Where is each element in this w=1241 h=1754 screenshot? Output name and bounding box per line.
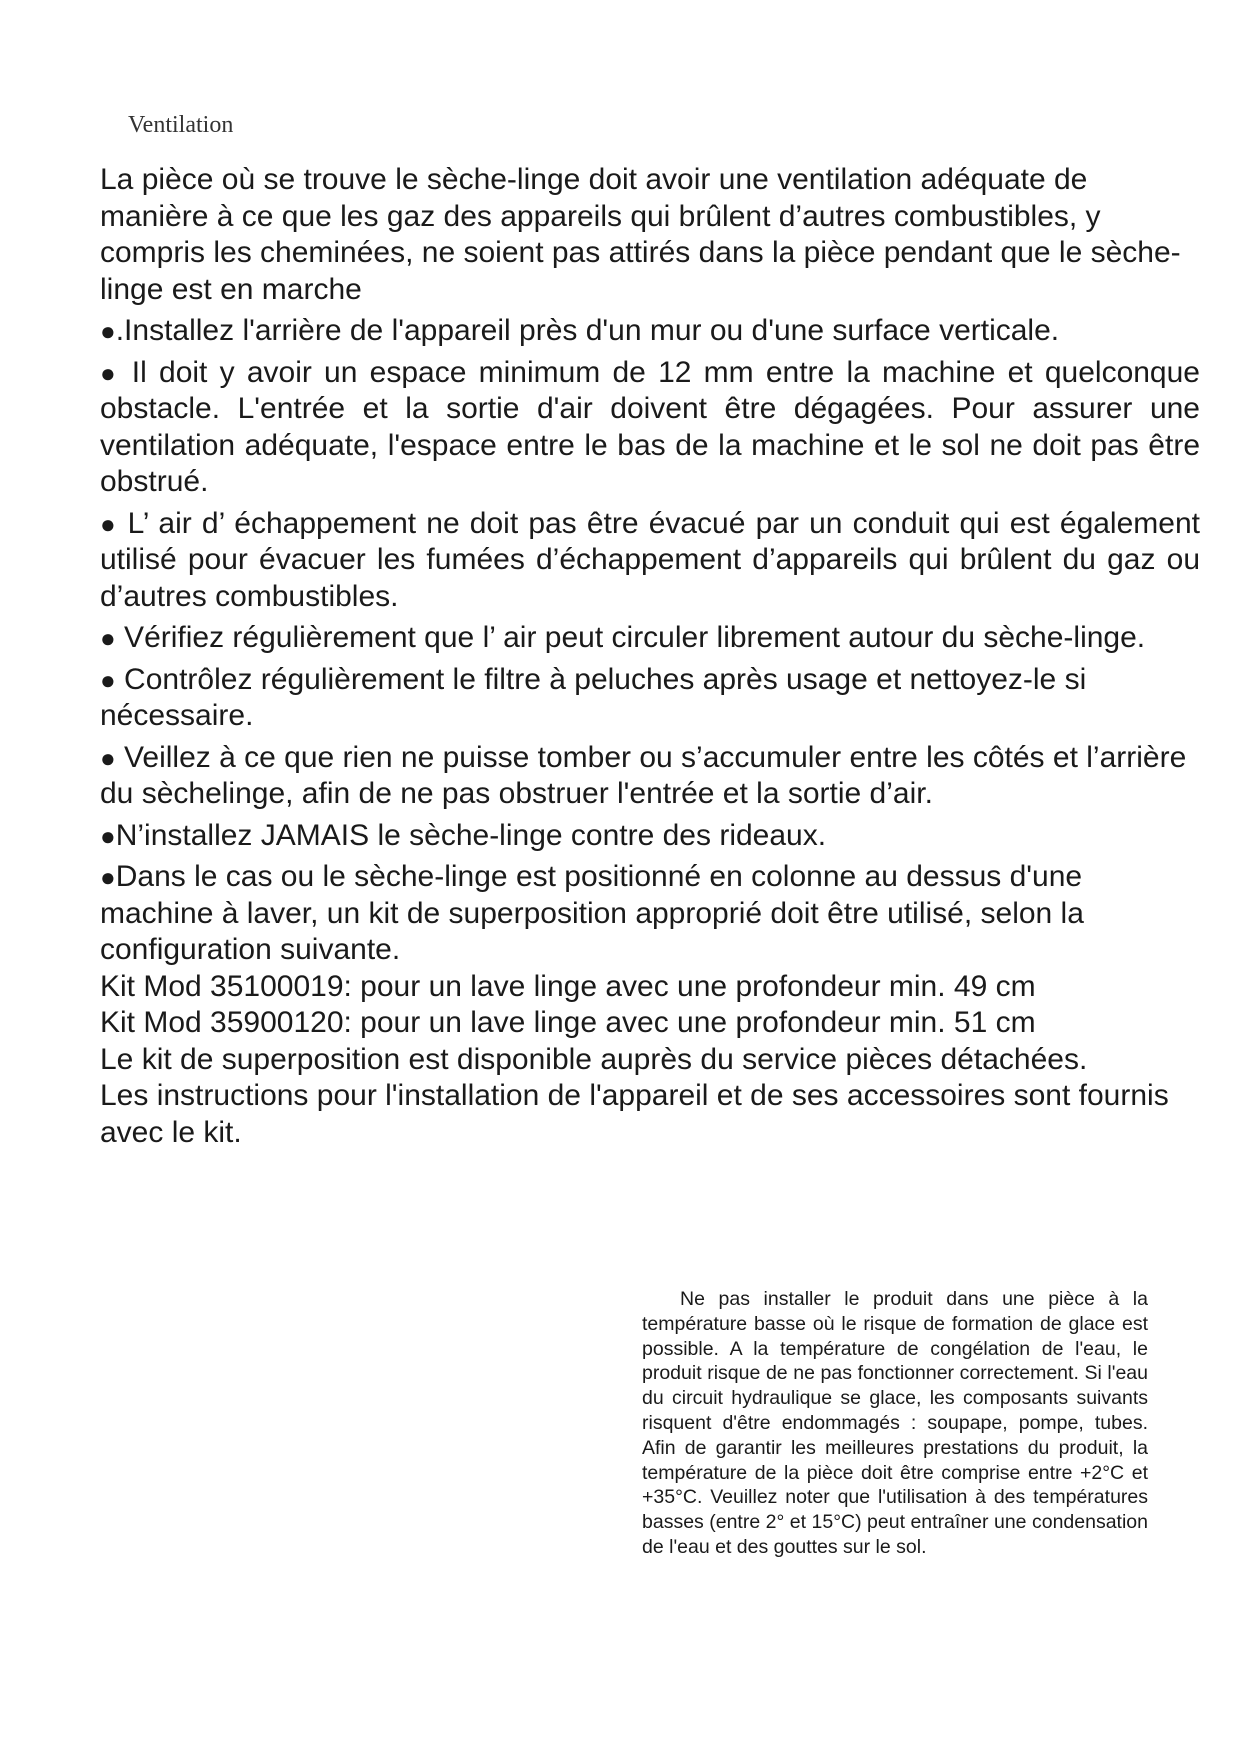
ventilation-body bbox=[100, 162, 1200, 1151]
section-title: Ventilation bbox=[128, 112, 234, 138]
bullet-icon: ● bbox=[100, 862, 116, 892]
bullet-text: .Installez l'arrière de l'appareil près d'un mur ou d'une surface verticale. bbox=[115, 314, 1060, 347]
bullet-icon: ● bbox=[100, 623, 116, 653]
bullet-text: Dans le cas ou le sèche-linge est positionné en colonne au dessus d'une machine à laver, un kit de superposition approprié doit être utilisé, selon la configuration suivante. bbox=[100, 860, 1084, 966]
bullet-icon: ● bbox=[100, 742, 116, 773]
bullet-item bbox=[100, 818, 1200, 855]
kit-instructions: Les instructions pour l'installation de l'appareil et de ses accessoires sont fournis avec le kit. bbox=[100, 1079, 1169, 1149]
bullet-icon: ● bbox=[100, 664, 116, 695]
bullet-item bbox=[100, 506, 1200, 616]
bullet-text: Vérifiez régulièrement que l’ air peut circuler librement autour du sèche-linge. bbox=[115, 621, 1146, 654]
bullet-item bbox=[100, 355, 1200, 501]
bullet-icon: ● bbox=[100, 820, 116, 851]
bullet-item bbox=[100, 740, 1200, 813]
bullet-icon: ● bbox=[100, 316, 116, 346]
bullet-text: Veillez à ce que rien ne puisse tomber ou s’accumuler entre les côtés et l’arrière du sèchelinge, afin de ne pas obstruer l'entrée et la sortie d’air. bbox=[100, 740, 1187, 810]
bullet-text: L’ air d’ échappement ne doit pas être évacué par un conduit qui est également utilisé pour évacuer les fumées d’échappement d’appareils qui brûlent du gaz ou d’autres combustibles. bbox=[100, 506, 1200, 613]
bullet-item bbox=[100, 620, 1200, 657]
kit-availability: Le kit de superposition est disponible auprès du service pièces détachées. bbox=[100, 1042, 1088, 1076]
bullet-text: Il doit y avoir un espace minimum de 12 mm entre la machine et quelconque obstacle. L'entrée et la sortie d'air doivent être dégagées. Pour assurer une ventilation adéquate, l'espace entre le bas de la machine et le sol ne doit pas être obstrué. bbox=[100, 355, 1200, 498]
kit-line: Kit Mod 35900120: pour un lave linge avec une profondeur min. 51 cm bbox=[100, 1006, 1036, 1039]
bullet-icon: ● bbox=[100, 357, 120, 388]
bullet-text: Contrôlez régulièrement le filtre à peluches après usage et nettoyez-le si nécessaire. bbox=[100, 662, 1087, 732]
bullet-item bbox=[100, 859, 1200, 969]
frost-warning-note: Ne pas installer le produit dans une pièce à la température basse où le risque de formation de glace est possible. A la température de congélation de l'eau, le produit risque de ne pas fonctionner correctement. Si l'eau du circuit hydraulique se glace, les composants suivants risquent d'être endommagés : soupape, pompe, tubes. Afin de garantir les meilleures prestations du produit, la température de la pièce doit être comprise entre +2°C et +35°C. Veuillez noter que l'utilisation à des températures basses (entre 2° et 15°C) peut entraîner une condensation de l'eau et des gouttes sur le sol. bbox=[642, 1288, 1148, 1558]
bullet-icon: ● bbox=[100, 508, 118, 539]
bullet-item bbox=[100, 662, 1200, 735]
bullet-text: N’installez JAMAIS le sèche-linge contre des rideaux. bbox=[115, 818, 827, 852]
intro-paragraph: La pièce où se trouve le sèche-linge doit avoir une ventilation adéquate de manière à ce que les gaz des appareils qui brûlent d’autres combustibles, y compris les cheminées, ne soient pas attirés dans la pièce pendant que le sèche-linge est en marche bbox=[100, 163, 1181, 306]
bullet-item bbox=[100, 313, 1200, 350]
kit-line: Kit Mod 35100019: pour un lave linge avec une profondeur min. 49 cm bbox=[100, 969, 1036, 1003]
